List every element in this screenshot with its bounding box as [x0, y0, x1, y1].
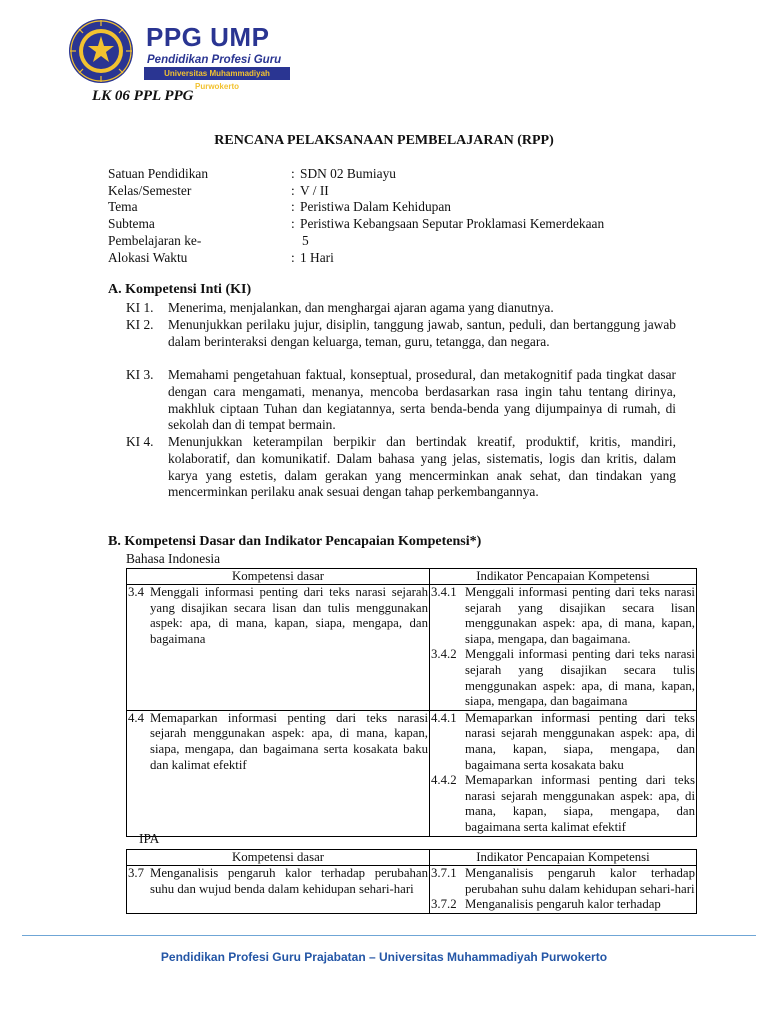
document-code: LK 06 PPL PPG: [92, 88, 194, 104]
ki-number: KI 1.: [126, 300, 154, 315]
identity-colon: :: [291, 250, 295, 265]
identity-value: 5: [302, 233, 309, 248]
university-seal-icon: [68, 18, 134, 84]
table-row: [127, 866, 697, 914]
identity-key: Satuan Pendidikan: [108, 166, 209, 181]
indicator-text: Menganalisis pengaruh kalor terhadap: [465, 897, 661, 912]
subject-label: IPA: [139, 831, 160, 846]
footer-divider: [22, 935, 756, 936]
identity-colon: :: [291, 216, 295, 231]
ki-item: [126, 317, 676, 351]
kd-table-ipa: [126, 849, 697, 914]
brand-university-strip: Universitas Muhammadiyah Purwokerto: [144, 67, 290, 80]
indicator-item: [431, 585, 695, 647]
section-b-heading: B. Kompetensi Dasar dan Indikator Pencapaian Kompetensi*): [108, 534, 482, 549]
indicator-item: [431, 711, 695, 773]
column-header: Kompetensi dasar: [127, 850, 430, 866]
indicator-number: 3.4.1: [431, 585, 457, 599]
ki-number: KI 4.: [126, 434, 154, 449]
identity-colon: :: [291, 199, 295, 214]
table-row: [127, 710, 697, 836]
identity-row-subtema: [108, 216, 708, 233]
identity-value: V / II: [300, 183, 329, 198]
indicator-number: 4.4.2: [431, 773, 457, 788]
column-header: Indikator Pencapaian Kompetensi: [430, 850, 697, 866]
section-a-heading: A. Kompetensi Inti (KI): [108, 282, 252, 297]
identity-key: Pembelajaran ke-: [108, 233, 202, 248]
ki-item: [126, 367, 676, 434]
indicator-text: Menganalisis pengaruh kalor terhadap perubahan suhu dalam kehidupan sehari-hari: [465, 866, 695, 896]
identity-key: Subtema: [108, 216, 155, 231]
table-header-row: [127, 850, 697, 866]
identity-key: Alokasi Waktu: [108, 250, 188, 265]
identity-value: Peristiwa Dalam Kehidupan: [300, 199, 451, 214]
kd-cell: [127, 866, 430, 914]
identity-row-satuan: [108, 166, 708, 183]
kd-number: 3.4: [128, 585, 144, 599]
identity-row-alokasi: [108, 250, 708, 267]
kd-number: 4.4: [128, 710, 144, 725]
identity-value: SDN 02 Bumiayu: [300, 166, 396, 181]
indicator-item: [431, 773, 695, 835]
kd-table-bahasa-indonesia: [126, 568, 697, 837]
indicator-number: 3.4.2: [431, 647, 457, 662]
ki-text: Menerima, menjalankan, dan menghargai ajaran agama yang dianutnya.: [168, 300, 554, 315]
table-header-row: [127, 569, 697, 585]
kd-text: Menganalisis pengaruh kalor terhadap perubahan suhu dan wujud benda dalam kehidupan sehari-hari: [150, 866, 428, 896]
indicator-item: [431, 866, 695, 897]
ki-number: KI 2.: [126, 317, 154, 332]
ki-text: Menunjukkan keterampilan berpikir dan bertindak kreatif, produktif, kritis, mandiri, kolaboratif, dan komunikatif. Dalam bahasa yang jelas, sistematis, logis dan kritis, dalam karya yang estetis, dalam gerakan yang mencerminkan anak sehat, dan tindakan yang mencerminkan perilaku anak sesuai dengan tahap perkembangannya.: [168, 434, 676, 500]
identity-row-tema: [108, 199, 708, 216]
ki-text: Menunjukkan perilaku jujur, disiplin, tanggung jawab, santun, peduli, dan bertanggung jawab dalam berinteraksi dengan keluarga, teman, guru, tetangga, dan negara.: [168, 317, 676, 349]
identity-colon: :: [291, 166, 295, 181]
document-title: RENCANA PELAKSANAAN PEMBELAJARAN (RPP): [214, 133, 554, 148]
table-row: [127, 585, 697, 711]
kd-cell: [127, 710, 430, 836]
brand-subtitle: Pendidikan Profesi Guru: [147, 54, 282, 66]
kd-number: 3.7: [128, 866, 144, 880]
ki-number: KI 3.: [126, 367, 154, 382]
identity-key: Kelas/Semester: [108, 183, 192, 198]
footer-text: Pendidikan Profesi Guru Prajabatan – Universitas Muhammadiyah Purwokerto: [160, 950, 608, 964]
identity-colon: :: [291, 183, 295, 198]
kd-text: Memaparkan informasi penting dari teks narasi sejarah menggunakan aspek: apa, di mana, kapan, siapa, mengapa, dan bagaimana serta kosakata baku dan kalimat efektif: [150, 710, 428, 772]
indicator-number: 3.7.1: [431, 866, 457, 880]
ki-text: Memahami pengetahuan faktual, konseptual, prosedural, dan metakognitif pada tingkat dasar dengan cara mengamati, menanya, mencoba berdasarkan rasa ingin tahu tentang dirinya, makhluk ciptaan Tuhan dan kegiatannya, serta benda-benda yang dijumpainya di rumah, di sekolah dan di tempat bermain.: [168, 367, 676, 433]
kd-cell: [127, 585, 430, 711]
indicator-cell: [430, 866, 697, 914]
column-header: Indikator Pencapaian Kompetensi: [430, 569, 697, 585]
indicator-cell: [430, 710, 697, 836]
indicator-text: Memaparkan informasi penting dari teks narasi sejarah menggunakan aspek: apa, di mana, kapan, siapa, mengapa, dan bagaimana serta kosakata baku: [465, 710, 695, 772]
indicator-text: Menggali informasi penting dari teks narasi sejarah yang disajikan secara tulis menggunakan aspek: apa, di mana, kapan, siapa, mengapa, dan bagaimana: [465, 647, 695, 709]
indicator-cell: [430, 585, 697, 711]
indicator-text: Menggali informasi penting dari teks narasi sejarah yang disajikan secara lisan menggunakan aspek: apa, di mana, kapan, siapa, mengapa, dan bagaimana.: [465, 585, 695, 646]
identity-value: Peristiwa Kebangsaan Seputar Proklamasi Kemerdekaan: [300, 216, 605, 231]
brand-title: PPG UMP: [146, 22, 270, 52]
kd-text: Menggali informasi penting dari teks narasi sejarah yang disajikan secara lisan dan tulis menggunakan aspek: apa, di mana, kapan, siapa, mengapa, dan bagaimana: [150, 585, 428, 646]
indicator-text: Memaparkan informasi penting dari teks narasi sejarah menggunakan aspek: apa, di mana, kapan, siapa, mengapa, dan bagaimana serta kalimat efektif: [465, 773, 695, 834]
column-header: Kompetensi dasar: [127, 569, 430, 585]
ki-item: [126, 300, 676, 317]
identity-key: Tema: [108, 199, 138, 214]
identity-row-kelas: [108, 183, 708, 200]
indicator-item: [431, 897, 695, 913]
identity-value: 1 Hari: [300, 250, 334, 265]
indicator-number: 4.4.1: [431, 710, 457, 725]
subject-label: Bahasa Indonesia: [126, 551, 221, 566]
ki-item: [126, 434, 676, 501]
indicator-item: [431, 647, 695, 709]
identity-row-pembelajaran: [108, 233, 708, 250]
indicator-number: 3.7.2: [431, 897, 457, 912]
